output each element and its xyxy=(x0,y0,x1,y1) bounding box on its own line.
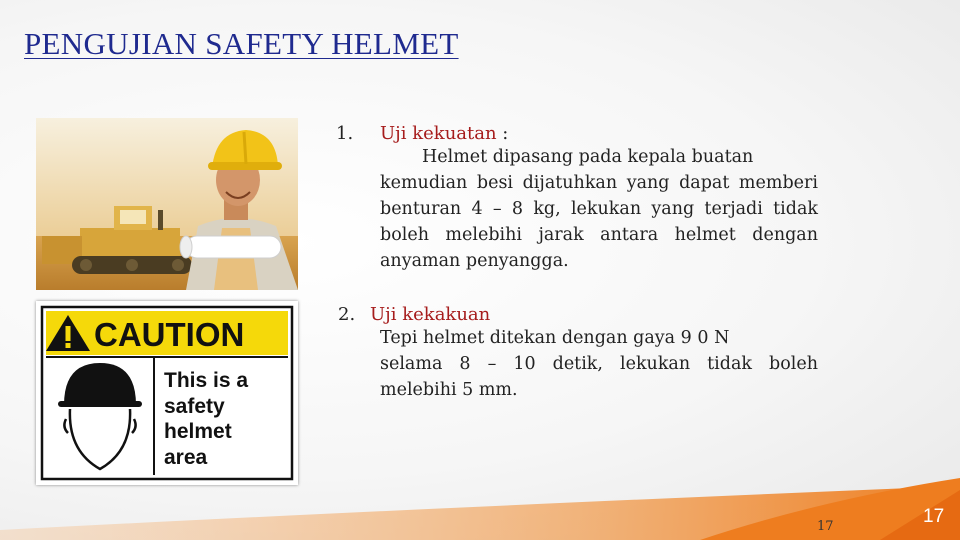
item-text: Helmet dipasang pada kepala buatan kemudian besi dijatuhkan yang dapat memberi benturan 4 – 8 kg, lekukan yang terjadi tidak boleh melebihi jarak antara helmet dengan anyaman penyangga. xyxy=(380,147,818,271)
item-heading: Uji kekakuan xyxy=(370,304,491,325)
caution-line: This is a xyxy=(164,369,249,392)
item-number: 1. xyxy=(336,123,354,144)
caution-line: helmet xyxy=(164,420,232,443)
page-number-small: 17 xyxy=(817,519,834,534)
item-number: 2. xyxy=(338,304,356,325)
caution-header: CAUTION xyxy=(94,316,245,353)
item-heading: Uji kekuatan : xyxy=(380,123,509,144)
caution-line: safety xyxy=(164,395,225,418)
item-text: Tepi helmet ditekan dengan gaya 9 0 N selama 8 – 10 detik, lekukan tidak boleh melebihi 5 mm. xyxy=(380,328,818,400)
slide-title: PENGUJIAN SAFETY HELMET xyxy=(24,26,459,61)
caution-line: area xyxy=(164,446,208,469)
page-number: 17 xyxy=(923,506,945,527)
